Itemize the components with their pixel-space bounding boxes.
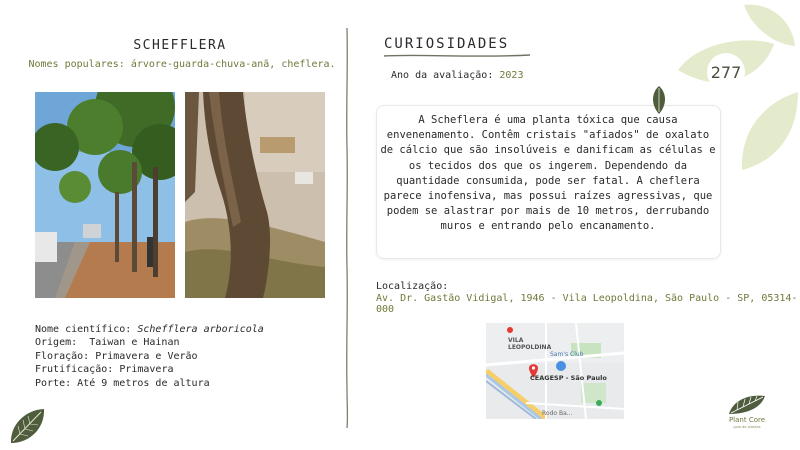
scientific-name-row: [35, 323, 264, 336]
map-district: VILA LEOPOLDINA: [508, 337, 552, 351]
brand-logo-icon: [727, 392, 767, 416]
column-divider: [342, 28, 352, 428]
leaf-bottom-left-icon: [8, 406, 48, 446]
evaluation-year: [391, 70, 523, 81]
flowering-value: Primavera e Verão: [95, 350, 198, 362]
photo-street-trees: [35, 92, 175, 298]
popular-names: [0, 59, 364, 70]
curiosities-underline: [384, 52, 534, 60]
curiosities-title: CURIOSIDADES: [384, 36, 510, 52]
popular-names-value: árvore-guarda-chuva-anã, cheflera.: [130, 59, 336, 70]
evaluation-year-value: 2023: [499, 70, 524, 81]
location-label: Localização:: [376, 281, 449, 292]
store-pin-icon: [556, 361, 566, 371]
map-store: Sam's Club: [550, 351, 584, 358]
leaf-bottom-icon: [742, 92, 798, 170]
origin-value: Taiwan e Hainan: [89, 337, 180, 349]
fruiting-label: Frutificação:: [35, 364, 114, 376]
location-address: Av. Dr. Gastão Vidigal, 1946 - Vila Leopoldina, São Paulo - SP, 05314-000: [376, 293, 798, 315]
evaluation-year-label: Ano da avaliação:: [391, 70, 494, 81]
scientific-name-label: Nome científico:: [35, 324, 132, 335]
leaf-top-icon: [744, 5, 795, 46]
leaf-small-icon: [650, 85, 668, 115]
size-row: [35, 377, 264, 390]
flowering-row: [35, 350, 264, 363]
size-value: Até 9 metros de altura: [77, 377, 210, 389]
location-map[interactable]: [486, 323, 624, 419]
scientific-name-value: Schefflera arboricola: [137, 324, 264, 335]
flowering-label: Floração:: [35, 350, 90, 362]
brand-subtitle: guia de plantas: [733, 425, 761, 429]
fruiting-value: Primavera: [119, 364, 174, 376]
plant-details: [35, 323, 264, 390]
curiosity-text: A Scheflera é uma planta tóxica que causa envenenamento. Contêm cristais "afiados" de oxalato de cálcio que são insolúveis e danificam as células e os tecidos dos que os ingerem. Dependendo da quantidade consumida, pode ser fatal. A cheflera parece inofensiva, mas possui raízes agressivas, que podem se alastrar por mais de 10 metros, derrubando muros e entrando pelo encanamento.: [380, 114, 716, 233]
plant-title: SCHEFFLERA: [133, 38, 227, 53]
popular-names-label: Nomes populares:: [28, 59, 125, 70]
map-road: Rodo Ba...: [542, 410, 573, 417]
brand-name: Plant Core: [728, 416, 766, 424]
photo-tree-trunk: [185, 92, 325, 298]
size-label: Porte:: [35, 377, 72, 389]
fruiting-row: [35, 363, 264, 376]
map-place: CEAGESP - São Paulo: [530, 374, 607, 382]
tree-number-badge: 277: [707, 53, 745, 91]
origin-row: [35, 336, 264, 349]
origin-label: Origem:: [35, 337, 78, 349]
